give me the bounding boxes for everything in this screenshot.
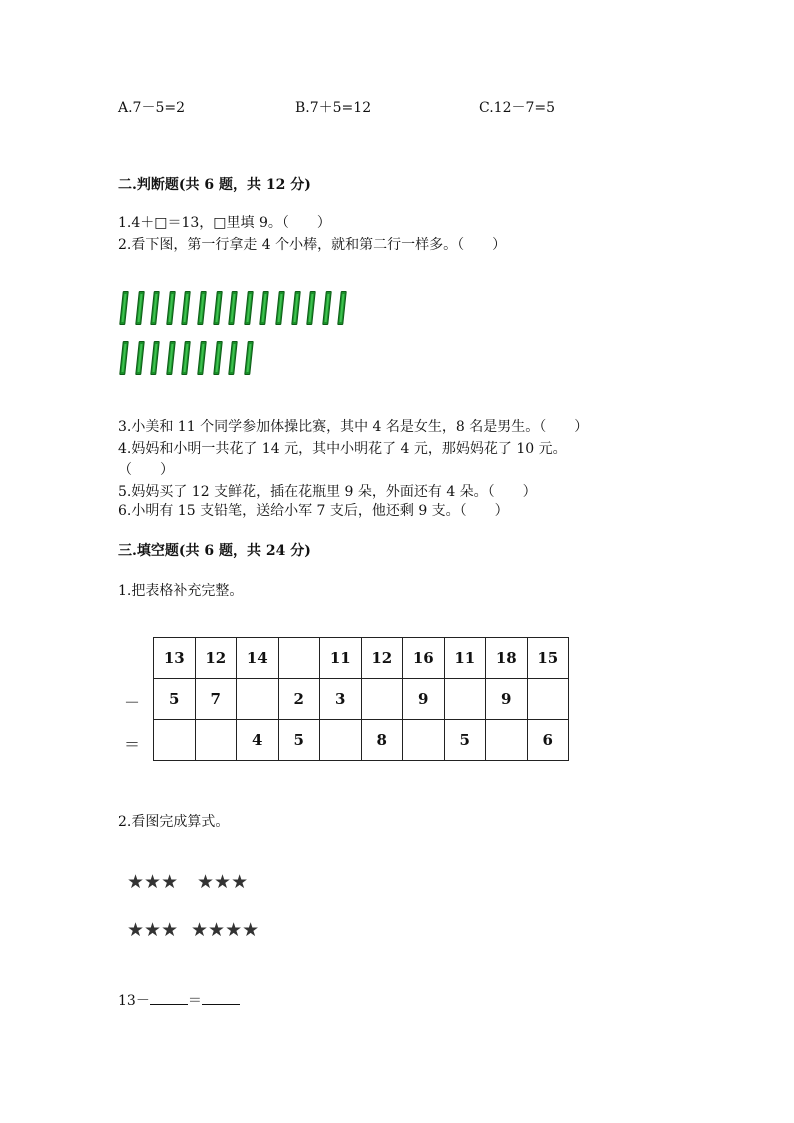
stick	[228, 341, 238, 375]
table-cell: 11	[320, 638, 362, 679]
table-cell: 13	[154, 638, 196, 679]
table-cell: 11	[444, 638, 486, 679]
table-cell: 8	[361, 720, 403, 761]
table-row-subtrahend	[154, 679, 569, 720]
row-label-equals: ＝	[124, 735, 141, 754]
table-cell: 3	[320, 679, 362, 720]
table-row-minuend	[154, 638, 569, 679]
question-2-2: 2.看下图，第一行拿走 4 个小棒，就和第二行一样多。（ ）	[118, 237, 507, 253]
stick	[166, 341, 176, 375]
table-cell	[527, 679, 569, 720]
stick	[150, 341, 160, 375]
stick	[197, 291, 207, 325]
table-cell	[486, 720, 528, 761]
stars-row2-left: ★★★	[127, 919, 179, 941]
choice-a: A.7－5=2	[118, 100, 186, 116]
stick	[197, 341, 207, 375]
section2-heading: 二.判断题(共 6 题，共 12 分)	[118, 177, 311, 193]
stars-row2-right: ★★★★	[191, 919, 260, 941]
question-2-1: 1.4＋□＝13，□里填 9。（ ）	[118, 215, 331, 231]
table-cell: 5	[444, 720, 486, 761]
table-cell: 12	[361, 638, 403, 679]
fill-table	[153, 637, 569, 761]
stick	[244, 341, 254, 375]
table-cell	[361, 679, 403, 720]
table-cell: 9	[486, 679, 528, 720]
equation	[118, 990, 240, 1010]
question-2-3: 3.小美和 11 个同学参加体操比赛，其中 4 名是女生，8 名是男生。（ ）	[118, 419, 589, 435]
question-2-4: 4.妈妈和小明一共花了 14 元，其中小明花了 4 元，那妈妈花了 10 元。	[118, 441, 567, 457]
stick	[228, 291, 238, 325]
stick	[166, 291, 176, 325]
table-cell: 18	[486, 638, 528, 679]
stars-row1-right: ★★★	[197, 871, 249, 893]
table-cell: 14	[237, 638, 279, 679]
stick	[306, 291, 316, 325]
table-cell: 12	[195, 638, 237, 679]
stick	[135, 341, 145, 375]
stick	[244, 291, 254, 325]
stick	[182, 291, 192, 325]
question-3-2: 2.看图完成算式。	[118, 814, 230, 830]
stick	[150, 291, 160, 325]
table-cell	[444, 679, 486, 720]
table-cell: 5	[154, 679, 196, 720]
stick	[182, 341, 192, 375]
table-cell: 9	[403, 679, 445, 720]
table-cell	[195, 720, 237, 761]
table-cell: 5	[278, 720, 320, 761]
table-cell: 6	[527, 720, 569, 761]
stick	[338, 291, 348, 325]
question-3-1: 1.把表格补充完整。	[118, 583, 244, 599]
row-label-minus: －	[124, 693, 141, 712]
section3-heading: 三.填空题(共 6 题，共 24 分)	[118, 543, 311, 559]
question-2-6: 6.小明有 15 支铅笔，送给小军 7 支后，他还剩 9 支。（ ）	[118, 503, 509, 519]
stars-row1-left: ★★★	[127, 871, 179, 893]
question-2-5: 5.妈妈买了 12 支鲜花，插在花瓶里 9 朵，外面还有 4 朵。（ ）	[118, 484, 537, 500]
stick	[213, 341, 223, 375]
table-cell	[403, 720, 445, 761]
table-cell	[154, 720, 196, 761]
table-cell	[237, 679, 279, 720]
stick	[260, 291, 270, 325]
table-cell	[278, 638, 320, 679]
stick	[119, 291, 129, 325]
sticks-row-2	[121, 341, 271, 377]
equation-prefix: 13－	[118, 993, 150, 1009]
table-cell: 7	[195, 679, 237, 720]
table-cell	[320, 720, 362, 761]
table-row-difference	[154, 720, 569, 761]
choice-c: C.12－7=5	[479, 100, 556, 116]
stick	[213, 291, 223, 325]
stick	[119, 341, 129, 375]
table-cell: 4	[237, 720, 279, 761]
table-cell: 15	[527, 638, 569, 679]
table-cell: 16	[403, 638, 445, 679]
equation-equals: ＝	[187, 993, 202, 1009]
answer-blank-2[interactable]	[202, 990, 240, 1005]
stick	[322, 291, 332, 325]
choice-b: B.7＋5=12	[295, 100, 372, 116]
question-2-4-blank: （ ）	[118, 462, 174, 478]
sticks-row-1	[121, 291, 361, 327]
stick	[291, 291, 301, 325]
table-cell: 2	[278, 679, 320, 720]
answer-blank-1[interactable]	[150, 990, 188, 1005]
stick	[135, 291, 145, 325]
stick	[275, 291, 285, 325]
